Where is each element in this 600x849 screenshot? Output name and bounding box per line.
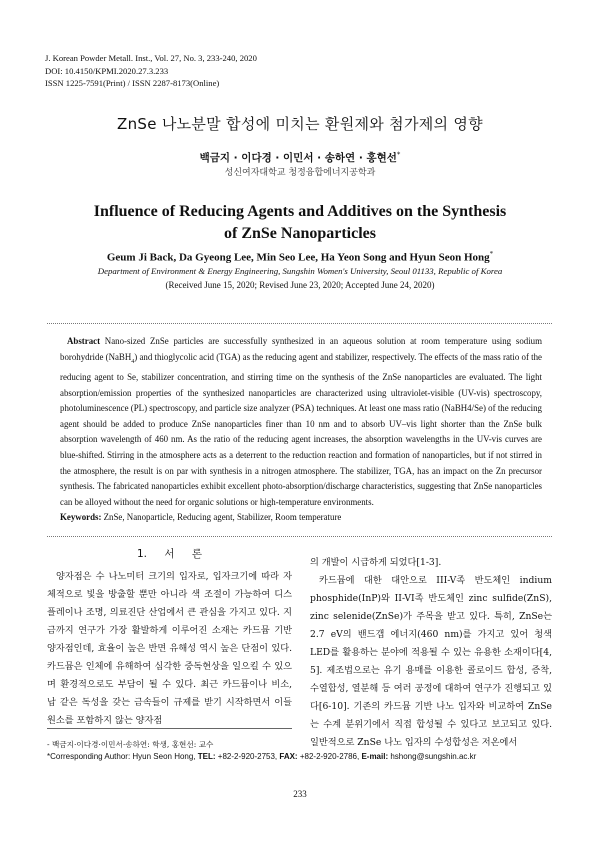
section-heading-introduction: 1. 서 론 (137, 548, 202, 560)
keywords-label: Keywords: (60, 512, 102, 522)
abstract-subscript: 4 (131, 358, 135, 365)
english-authors (0, 250, 600, 264)
english-author-names: Geum Ji Back, Da Gyeong Lee, Min Seo Lee, Ha Yeon Song and Hyun Seon Hong (106, 251, 490, 264)
intro-paragraph-1-cont: 의 개발이 시급하게 되었다[1-3]. (310, 557, 442, 568)
footnotes (47, 739, 476, 763)
left-column (47, 568, 292, 730)
korean-title: ZnSe 나노분말 합성에 미치는 환원제와 첨가제의 영향 (117, 115, 483, 133)
right-column (310, 554, 552, 752)
tel-label: TEL: (197, 752, 216, 761)
email-link[interactable]: hshong@sungshin.ac.kr (388, 752, 477, 761)
keywords-text: ZnSe, Nanoparticle, Reducing agent, Stabilizer, Room temperature (103, 512, 342, 522)
intro-paragraph-1: 양자점은 수 나노미터 크기의 입자로, 입자크기에 따라 자체적으로 빛을 방출할 뿐만 아니라 색 조절이 가능하여 디스플레이나 조명, 의료진단 산업에서 큰 관심을 가지고 있다. 지금까지 연구가 가장 활발하게 이루어진 소재는 카드뮴 기반 양자점인데, 효율이 높은 반면 유해성 역시 높은 단점이 있다. 카드뮴은 인체에 유해하여 심각한 중독현상을 일으킬 수 있으며 환경적으로도 부담이 될 수 있다. 최근 카드뮴이나 비소, 납 같은 독성을 갖는 금속들이 규제를 받기 시작하면서 이들 원소를 포함하지 않는 양자점 (47, 571, 292, 726)
abstract-text-b: ) and thioglycolic acid (TGA) as the reducing agent and stabilizer, respectively. The effects of the mass ratio of the reducing agent to Se, stabilizer concentration, and stirring time on the synthesis of the ZnSe nanoparticles are evaluated. The light absorption/emission properties of the synthesized nanoparticles are characterized using ultraviolet-visible (UV-vis) spectroscopy, photoluminescence (PL) spectroscopy, and particle size analyzer (PSA) techniques. At least one mass ratio (NaBH4/Se) of the reducing agent should be added to produce ZnSe nanoparticles finer than 10 nm and to absorb UV–vis light shorter than the ZnSe bulk absorption wavelength of 460 nm. As the ratio of the reducing agent increases, the absorption wavelengths in the UV-vis curves are blue-shifted. Stirring in the atmosphere acts as a deterrent to the reduction reaction and formation of nanoparticles, but if not stirred in the atmosphere, the result is on par with synthesis in a nitrogen atmosphere. The stabilizer, TGA, has an impact on the Zn precursor synthesis. The fabricated nanoparticles exhibit excellent photo-absorption/discharge characteristics, suggesting that ZnSe nanoparticles can be alloyed without the need for organic solutions or high-temperature environments. (60, 351, 542, 507)
keywords (60, 512, 542, 522)
page-number: 233 (293, 789, 307, 799)
corresponding-author (47, 751, 476, 763)
korean-affiliation: 성신여자대학교 청정융합에너지공학과 (224, 168, 376, 178)
received-dates: (Received June 15, 2020; Revised June 23, 2020; Accepted June 24, 2020) (165, 280, 435, 290)
korean-authors (0, 150, 600, 165)
footnote-rule (47, 728, 292, 729)
fax-label: FAX: (279, 752, 298, 761)
abstract (60, 334, 542, 510)
corr-prefix: *Corresponding Author: Hyun Seon Hong, (47, 752, 198, 761)
corresponding-mark: * (489, 250, 494, 258)
author-roles: - 백금지·이다경·이민서·송하연: 학생, 홍현선: 교수 (47, 740, 214, 749)
intro-paragraph-2: 카드뮴에 대한 대안으로 III-V족 반도체인 indium phosphide(InP)와 II-VI족 반도체인 zinc sulfide(ZnS), zinc selenide(ZnSe)가 주목을 받고 있다. 특히, ZnSe는 2.7 eV의 밴드갭 에너지(460 nm)를 가지고 있어 청색 LED를 활용하는 분야에 적용될 수 있는 유용한 소재이다[4, 5]. 제조법으로는 유기 용매를 이용한 콜로이드 합성, 증착, 수열합성, 열분해 등 여러 공정에 대하여 연구가 진행되고 있다[6-10]. 기존의 카드뮴 기반 나노 입자와 비교하여 ZnSe는 수계 분위기에서 직접 합성될 수 있다고 보고되고 있다. 일반적으로 ZnSe 나노 입자의 수성합성은 저온에서 (310, 575, 552, 748)
korean-author-names: 백금지 · 이다경 · 이민서 · 송하연 · 홍현선 (199, 152, 397, 164)
divider-top (47, 323, 552, 324)
english-title-line1: Influence of Reducing Agents and Additives on the Synthesis (93, 203, 507, 220)
divider-bottom (47, 536, 552, 537)
fax: +82-2-920-2786, (297, 752, 362, 761)
english-title (0, 201, 600, 245)
abstract-label: Abstract (67, 336, 101, 346)
abstract-text-a: Nano-sized ZnSe particles are successfully synthesized in an aqueous solution at room temperature using sodium borohydride (NaBH (60, 336, 543, 362)
email-label: E-mail: (361, 752, 389, 761)
journal-citation: J. Korean Powder Metall. Inst., Vol. 27, No. 3, 233-240, 2020 (45, 53, 257, 63)
corresponding-mark: * (396, 150, 401, 159)
doi[interactable]: DOI: 10.4150/KPMI.2020.27.3.233 (45, 65, 169, 76)
tel: +82-2-920-2753, (215, 752, 280, 761)
department: Department of Environment & Energy Engineering, Sungshin Women's University, Seoul 01133, Republic of Korea (97, 266, 503, 276)
english-title-line2: of ZnSe Nanoparticles (224, 225, 376, 242)
journal-header (45, 52, 257, 90)
issn: ISSN 1225-7591(Print) / ISSN 2287-8173(Online) (45, 78, 220, 89)
